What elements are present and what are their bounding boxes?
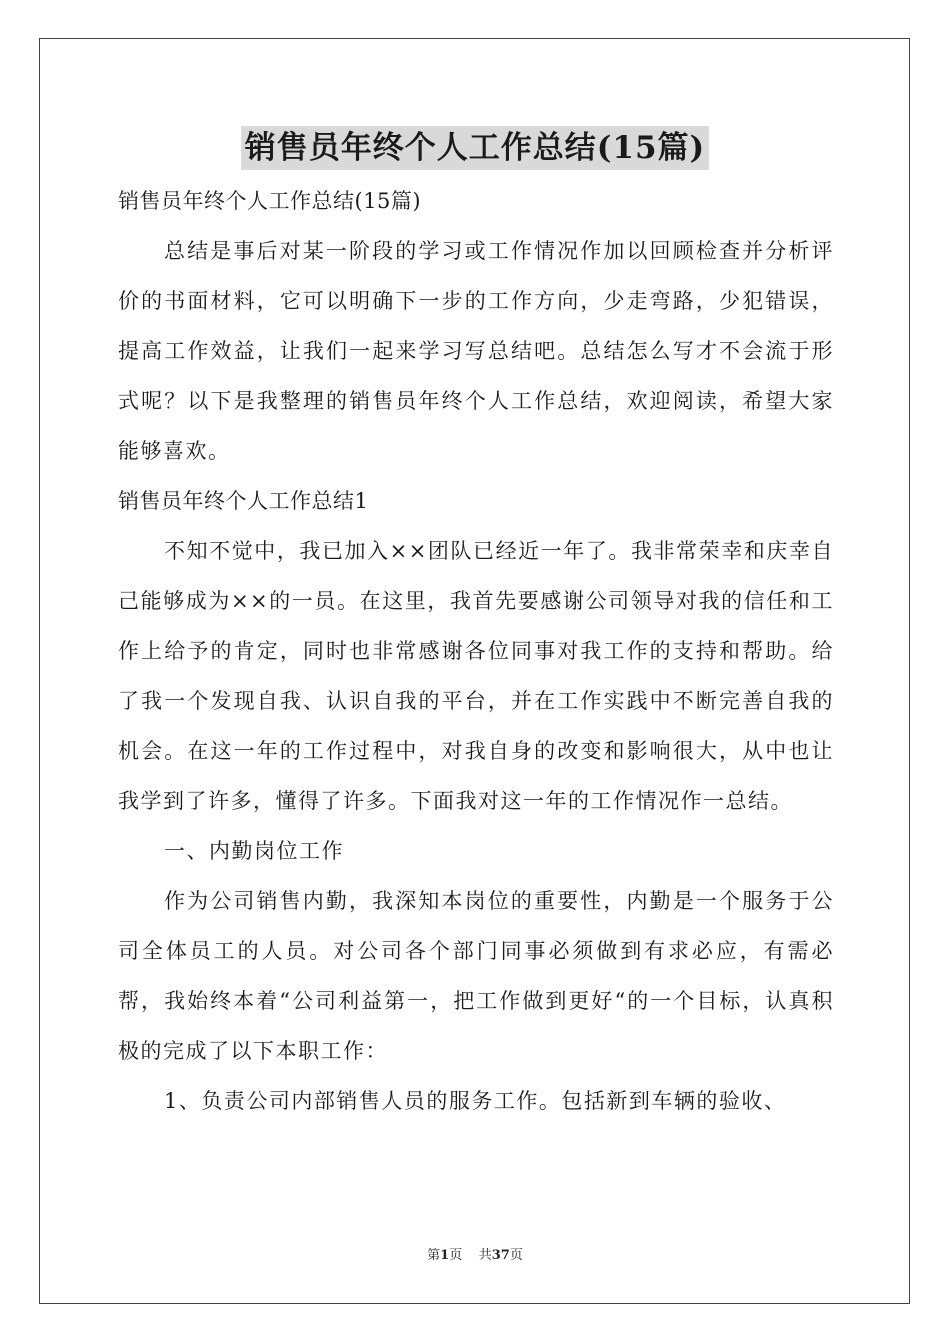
footer-page-number: 1 xyxy=(440,1248,450,1263)
section-paragraph-1: 不知不觉中，我已加入××团队已经近一年了。我非常荣幸和庆幸自己能够成为××的一员。在这里，我首先要感谢公司领导对我的信任和工作上给予的肯定，同时也非常感谢各位同事对我工作的支持和帮助。给了我一个发现自我、认识自我的平台，并在工作实践中不断完善自我的机会。在这一年的工作过程中，对我自身的改变和影响很大，从中也让我学到了许多，懂得了许多。下面我对这一年的工作情况作一总结。 xyxy=(118,539,834,813)
section-paragraph-2: 作为公司销售内勤，我深知本岗位的重要性，内勤是一个服务于公司全体员工的人员。对公司各个部门同事必须做到有求必应，有需必帮，我始终本着“公司利益第一，把工作做到更好“的一个目标，认真积极的完成了以下本职工作： xyxy=(118,889,834,1063)
document-body xyxy=(118,176,834,1126)
document-subtitle: 销售员年终个人工作总结(15篇) xyxy=(118,189,422,213)
page-footer xyxy=(0,1246,950,1266)
footer-page-unit: 页 xyxy=(449,1248,463,1263)
footer-total-pages: 37 xyxy=(491,1248,510,1263)
footer-total-prefix: 共 xyxy=(478,1248,492,1263)
section-heading: 销售员年终个人工作总结1 xyxy=(118,489,369,513)
footer-total-unit: 页 xyxy=(509,1248,523,1263)
footer-prefix: 第 xyxy=(427,1248,441,1263)
sub-heading: 一、内勤岗位工作 xyxy=(164,839,344,863)
intro-paragraph: 总结是事后对某一阶段的学习或工作情况作加以回顾检查并分析评价的书面材料，它可以明确下一步的工作方向，少走弯路，少犯错误，提高工作效益，让我们一起来学习写总结吧。总结怎么写才不会流于形式呢？以下是我整理的销售员年终个人工作总结，欢迎阅读，希望大家能够喜欢。 xyxy=(118,239,834,463)
document-title: 销售员年终个人工作总结(15篇) xyxy=(241,126,709,170)
list-item: 1、负责公司内部销售人员的服务工作。包括新到车辆的验收、 xyxy=(164,1089,787,1113)
title-container xyxy=(0,126,950,170)
